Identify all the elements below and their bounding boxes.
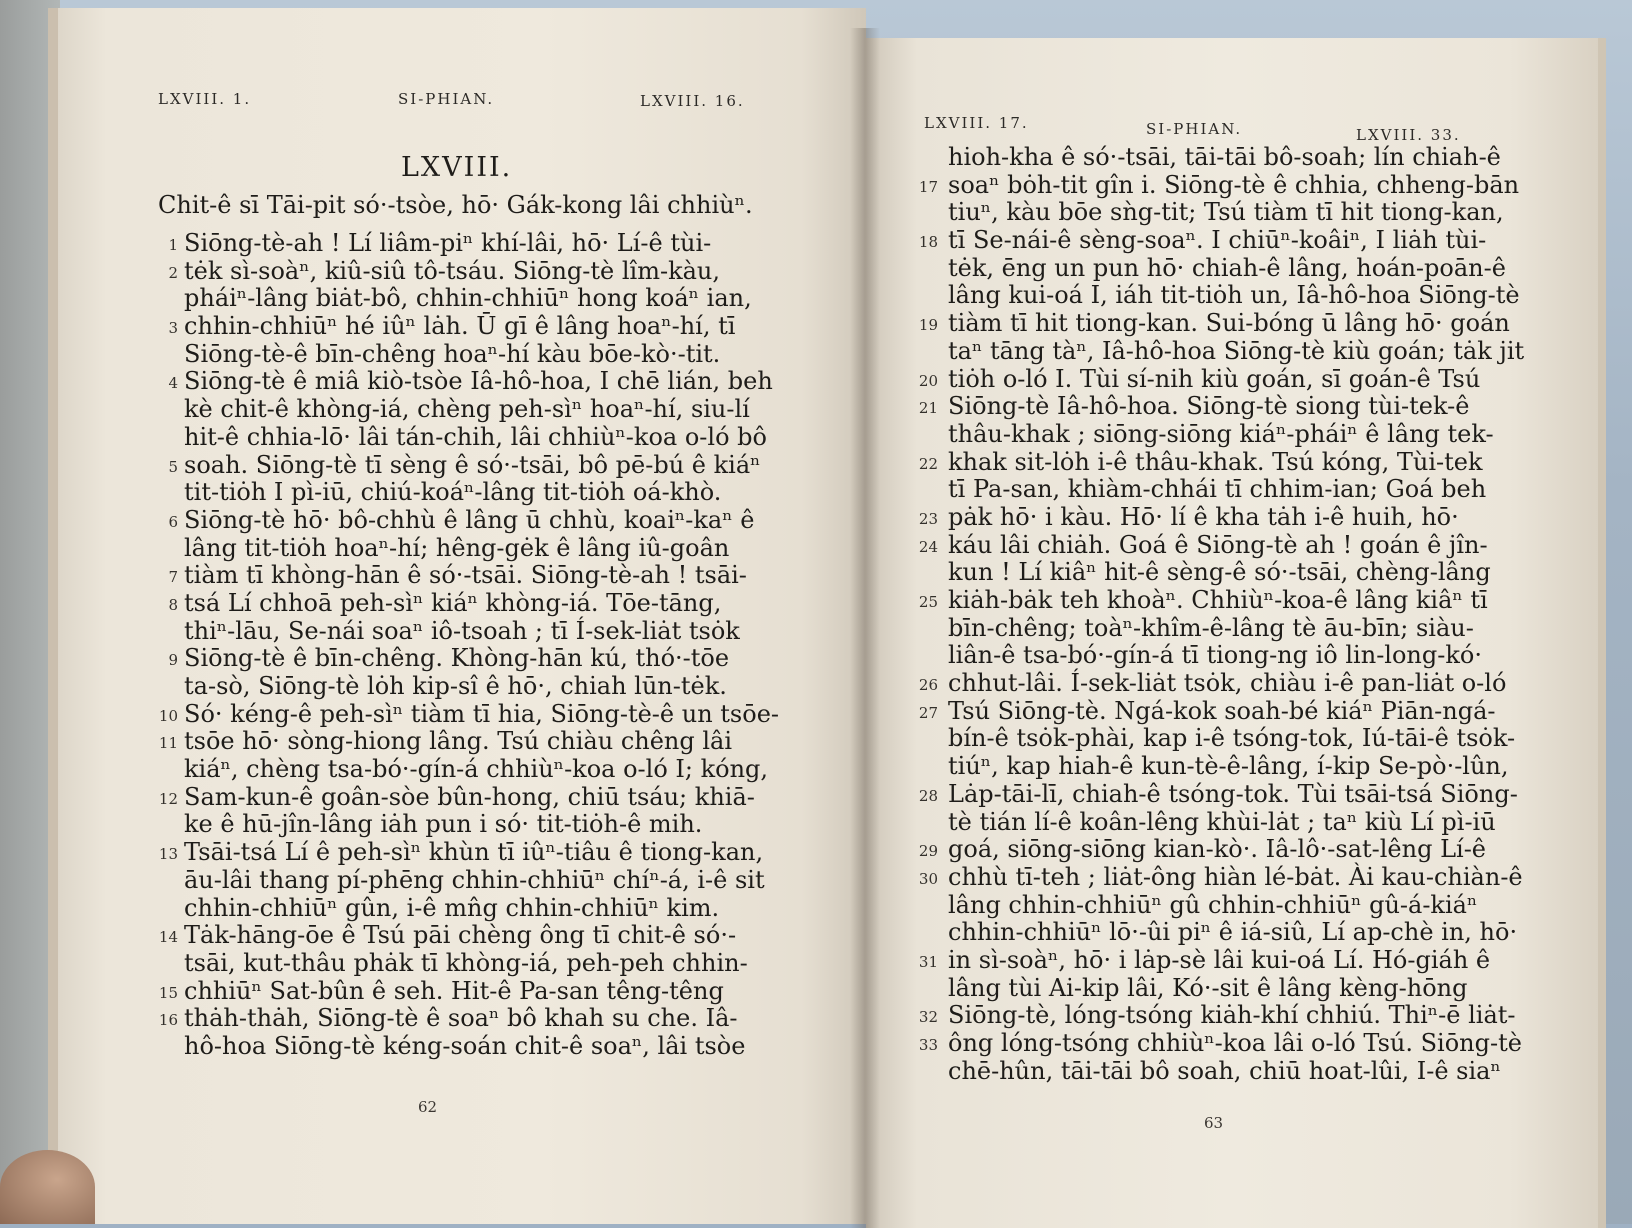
text-line: [168, 644, 779, 673]
line-text: Lȧp-tāi-lī, chiah-ê tsóng-tok. Tùi tsāi-tsá Siōng-: [948, 779, 1518, 808]
text-line: [948, 919, 1524, 947]
verse-number: 17: [918, 177, 938, 196]
line-text: kiáⁿ, chèng tsa-bó·-gín-á chhiùⁿ-koa o-ló I; kóng,: [184, 755, 769, 784]
left-page-number: 62: [418, 1098, 438, 1116]
text-line: [918, 447, 1524, 477]
text-line: [918, 696, 1524, 726]
text-line: [158, 976, 779, 1006]
verse-number: 4: [168, 374, 178, 393]
chapter-number: LXVIII.: [401, 152, 513, 183]
text-line: [168, 229, 779, 258]
text-line: [184, 895, 779, 923]
text-line: [184, 950, 779, 978]
line-text: ông lóng-tsóng chhiùⁿ-koa lâi o-ló Tsú. Siōng-tè: [948, 1029, 1522, 1057]
right-running-head-title: SI-PHIAN.: [1146, 120, 1243, 138]
line-text: Siōng-tè hō· bô-chhù ê lâng ū chhù, koaiⁿ-kaⁿ ê: [184, 505, 755, 534]
line-text: Siōng-tè-ê bīn-chêng hoaⁿ-hí kàu bōe-kò·-tit.: [184, 339, 721, 368]
verse-number: 21: [918, 399, 938, 418]
verse-number: 20: [918, 371, 938, 390]
verse-number: 8: [168, 595, 178, 614]
text-line: [168, 561, 779, 590]
right-page-number: 63: [1204, 1114, 1224, 1132]
text-line: [184, 618, 779, 646]
line-text: ke ê hū-jîn-lâng iȧh pun i só· tit-tiȯh-ê mih.: [184, 810, 703, 839]
line-text: tiúⁿ, kap hiah-ê kun-tè-ê-lâng, í-kip Se-pò·-lûn,: [948, 752, 1509, 781]
text-line: [948, 255, 1524, 283]
text-line: [168, 588, 779, 618]
line-text: bīn-chêng; toàⁿ-khîm-ê-lâng tè āu-bīn; siàu-: [948, 613, 1474, 642]
line-text: soaⁿ bȯh-tit gîn i. Siōng-tè ê chhia, chheng-bān: [948, 170, 1520, 199]
line-text: lâng chhin-chhiūⁿ gû chhin-chhiūⁿ gû-á-kiáⁿ: [948, 890, 1478, 919]
line-text: bín-ê tsȯk-phài, kap i-ê tsóng-tok, Iú-tāi-ê tsȯk-: [948, 724, 1516, 753]
text-line: [168, 505, 779, 535]
line-text: thiⁿ-lāu, Se-nái soaⁿ iô-tsoah ; tī Í-sek-liȧt tsȯk: [184, 616, 740, 645]
line-text: Tȧk-hāng-ōe ê Tsú pāi chèng ông tī chit-ê só·-: [184, 921, 737, 950]
line-text: chhin-chhiūⁿ gûn, i-ê mn̂g chhin-chhiūⁿ kim.: [184, 893, 720, 922]
verse-number: 6: [168, 512, 178, 531]
line-text: chhut-lâi. Í-sek-liȧt tsȯk, chiàu i-ê pan-liȧt o-ló: [948, 669, 1507, 698]
verse-number: 15: [158, 983, 178, 1002]
verse-number: 5: [168, 457, 178, 476]
verse-number: 16: [158, 1011, 178, 1030]
verse-number: 30: [918, 869, 938, 888]
line-text: Siōng-tè, lóng-tsóng kiȧh-khí chhiú. Thiⁿ-ē liȧt-: [948, 1001, 1516, 1030]
line-text: chhin-chhiūⁿ lō·-ûi piⁿ ê iá-siû, Lí ap-chè in, hō·: [948, 918, 1518, 947]
text-line: [184, 673, 779, 701]
left-running-head-title: SI-PHIAN.: [398, 90, 495, 108]
line-text: pȧk hō· i kàu. Hō· lí ê kha tȧh i-ê huih, hō·: [948, 502, 1459, 531]
line-text: tè tián lí-ê koân-lêng khùi-lȧt ; taⁿ kiù Lí pì-iū: [948, 807, 1496, 836]
thumb: [0, 1150, 95, 1224]
verse-number: 24: [918, 537, 938, 556]
line-text: kè chit-ê khòng-iá, chèng peh-sìⁿ hoaⁿ-hí, siu-lí: [184, 395, 750, 424]
text-line: [184, 535, 779, 563]
left-body-text: [158, 229, 780, 1061]
text-line: [168, 367, 779, 396]
text-line: [948, 809, 1524, 837]
open-book: [30, 8, 1605, 1224]
text-line: [948, 615, 1524, 643]
line-text: tėk sì-soàⁿ, kiû-siû tô-tsáu. Siōng-tè lîm-kàu,: [184, 256, 721, 285]
text-line: [158, 921, 779, 950]
text-line: [948, 559, 1524, 587]
text-line: [184, 285, 779, 313]
text-line: [918, 530, 1524, 560]
text-line: [948, 421, 1524, 449]
text-line: [948, 753, 1524, 781]
psalm-heading: Chit-ê sī Tāi-pit só·-tsòe, hō· Gák-kong lâi chhiùⁿ.: [158, 191, 753, 219]
line-text: tėk, ēng un pun hō· chiah-ê lâng, hoán-poān-ê: [948, 253, 1506, 282]
line-text: lâng tit-tiȯh hoaⁿ-hí; hêng-gėk ê lâng iû-goân: [184, 533, 730, 562]
verse-number: 1: [168, 236, 178, 254]
verse-number: 29: [918, 842, 938, 861]
line-text: chhiūⁿ Sat-bûn ê seh. Hit-ê Pa-san têng-têng: [184, 976, 724, 1005]
verse-number: 2: [168, 263, 178, 282]
text-line: [158, 782, 779, 812]
line-text: Siōng-tè-ah ! Lí liâm-piⁿ khí-lâi, hō· Lí-ê tùi-: [184, 229, 712, 257]
line-text: chhin-chhiūⁿ hé iûⁿ lȧh. Ū gī ê lâng hoaⁿ-hí, tī: [184, 312, 736, 341]
text-line: [948, 338, 1524, 366]
left-page: [48, 8, 866, 1224]
text-line: [918, 862, 1524, 892]
line-text: khak sit-lȯh i-ê thâu-khak. Tsú kóng, Tùi-tek: [948, 447, 1483, 476]
text-line: [158, 838, 779, 867]
line-text: tiàm tī hit tiong-kan. Sui-bóng ū lâng hō· goán: [948, 309, 1510, 338]
line-text: Sam-kun-ê goân-sòe bûn-hong, chiū tsáu; khiā-: [184, 782, 755, 811]
text-line: [168, 450, 779, 480]
text-line: [184, 424, 779, 452]
text-line: [918, 586, 1524, 615]
text-line: [918, 309, 1524, 338]
left-running-head-start: LXVIII. 1.: [158, 90, 252, 108]
verse-number: 32: [918, 1008, 938, 1027]
line-text: āu-lâi thang pí-phēng chhin-chhiūⁿ chíⁿ-á, i-ê sit: [184, 865, 765, 894]
text-line: [184, 1033, 779, 1061]
line-text: Siōng-tè ê miâ kiò-tsòe Iâ-hô-hoa, I chē lián, beh: [184, 367, 773, 396]
line-text: lâng kui-oá I, iáh tit-tiȯh un, Iâ-hô-hoa Siōng-tè: [948, 281, 1520, 310]
line-text: Só· kéng-ê peh-sìⁿ tiàm tī hia, Siōng-tè-ê un tsōe-: [184, 699, 780, 728]
text-line: [168, 256, 779, 286]
text-line: [184, 811, 779, 839]
line-text: taⁿ tāng tàⁿ, Iâ-hô-hoa Siōng-tè kiù goán; tȧk jit: [948, 336, 1525, 365]
line-text: pháiⁿ-lâng biȧt-bô, chhin-chhiūⁿ hong koáⁿ ian,: [184, 284, 752, 313]
text-line: [948, 975, 1524, 1003]
verse-number: 27: [918, 703, 938, 722]
text-line: [918, 392, 1524, 421]
right-running-head-end: LXVIII. 33.: [1356, 126, 1461, 144]
text-line: [918, 1029, 1524, 1058]
right-body-text: [918, 143, 1525, 1085]
verse-number: 10: [158, 706, 178, 725]
text-line: [184, 479, 779, 507]
right-page: [866, 38, 1606, 1228]
text-line: [918, 170, 1524, 200]
verse-number: 13: [158, 845, 178, 864]
text-line: [948, 1058, 1524, 1086]
text-line: [948, 144, 1524, 172]
left-running-head-end: LXVIII. 16.: [640, 92, 745, 110]
line-text: soah. Siōng-tè tī sèng ê só·-tsāi, bô pē-bú ê kiáⁿ: [184, 450, 761, 479]
text-line: [918, 779, 1524, 809]
text-line: [918, 226, 1524, 255]
line-text: tiàm tī khòng-hān ê só·-tsāi. Siōng-tè-ah ! tsāi-: [184, 561, 747, 590]
line-text: Tsāi-tsá Lí ê peh-sìⁿ khùn tī iûⁿ-tiâu ê tiong-kan,: [184, 838, 764, 867]
text-line: [918, 835, 1524, 864]
line-text: tit-tiȯh I pì-iū, chiú-koáⁿ-lâng tit-tiȯh oá-khò.: [184, 478, 722, 507]
line-text: thȧh-thȧh, Siōng-tè ê soaⁿ bô khah su che. Iâ-: [184, 1004, 738, 1033]
verse-number: 12: [158, 789, 178, 808]
text-line: [184, 756, 779, 784]
verse-number: 26: [918, 676, 938, 695]
verse-number: 9: [168, 651, 178, 670]
line-text: tī Se-nái-ê sèng-soaⁿ. I chiūⁿ-koâiⁿ, I liȧh tùi-: [948, 226, 1487, 255]
line-text: tī Pa-san, khiàm-chhái tī chhim-ian; Goá beh: [948, 475, 1487, 504]
text-line: [918, 945, 1524, 975]
line-text: Tsú Siōng-tè. Ngá-kok soah-bé kiáⁿ Piān-ngá-: [948, 696, 1496, 725]
verse-number: 31: [918, 952, 938, 971]
line-text: thâu-khak ; siōng-siōng kiáⁿ-pháiⁿ ê lâng tek-: [948, 419, 1494, 448]
text-line: [158, 699, 780, 729]
line-text: kiȧh-bȧk teh khoàⁿ. Chhiùⁿ-koa-ê lâng kiâⁿ tī: [948, 586, 1488, 614]
text-line: [918, 364, 1524, 394]
verse-number: 19: [918, 316, 938, 335]
line-text: tiuⁿ, kàu bōe sǹg-tit; Tsú tiàm tī hit tiong-kan,: [948, 198, 1504, 227]
line-text: chē-hûn, tāi-tāi bô soah, chiū hoat-lûi, I-ê siaⁿ: [948, 1056, 1501, 1085]
line-text: goá, siōng-siōng kian-kò·. Iâ-lô·-sat-lêng Lí-ê: [948, 835, 1487, 864]
line-text: hioh-kha ê só·-tsāi, tāi-tāi bô-soah; lín chiah-ê: [948, 143, 1501, 171]
line-text: Siōng-tè Iâ-hô-hoa. Siōng-tè siong tùi-tek-ê: [948, 392, 1470, 421]
line-text: hit-ê chhia-lō· lâi tán-chih, lâi chhiùⁿ-koa o-ló bô: [184, 422, 767, 451]
verse-number: 3: [168, 319, 178, 338]
text-line: [948, 892, 1524, 920]
verse-number: 33: [918, 1036, 938, 1054]
text-line: [918, 502, 1524, 532]
line-text: tsá Lí chhoā peh-sìⁿ kiáⁿ khòng-iá. Tōe-tāng,: [184, 588, 722, 617]
line-text: káu lâi chiȧh. Goá ê Siōng-tè ah ! goán ê jîn-: [948, 530, 1488, 559]
text-line: [184, 867, 779, 895]
line-text: in sì-soàⁿ, hō· i lȧp-sè lâi kui-oá Lí. Hó-giáh ê: [948, 945, 1491, 974]
line-text: tiȯh o-ló I. Tùi sí-nih kiù goán, sī goán-ê Tsú: [948, 364, 1481, 393]
text-line: [948, 725, 1524, 753]
text-line: [948, 199, 1524, 227]
right-running-head-start: LXVIII. 17.: [924, 114, 1029, 132]
text-line: [918, 669, 1524, 698]
verse-number: 18: [918, 233, 938, 252]
text-line: [948, 282, 1524, 310]
verse-number: 7: [168, 568, 178, 587]
verse-number: 23: [918, 509, 938, 528]
line-text: kun ! Lí kiâⁿ hit-ê sèng-ê só·-tsāi, chèng-lâng: [948, 558, 1491, 587]
verse-number: 11: [158, 734, 178, 753]
book-gutter: [850, 28, 880, 1228]
text-line: [158, 727, 779, 756]
verse-number: 25: [918, 593, 938, 611]
line-text: ta-sò, Siōng-tè lȯh kip-sî ê hō·, chiah lūn-tėk.: [184, 672, 727, 700]
line-text: tsāi, kut-thâu phȧk tī khòng-iá, peh-peh chhin-: [184, 948, 748, 977]
line-text: Siōng-tè ê bīn-chêng. Khòng-hān kú, thó·-tōe: [184, 644, 730, 673]
verse-number: 28: [918, 786, 938, 805]
text-line: [184, 396, 779, 424]
text-line: [184, 341, 779, 369]
line-text: hô-hoa Siōng-tè kéng-soán chit-ê soaⁿ, lâi tsòe: [184, 1031, 746, 1060]
line-text: chhù tī-teh ; liȧt-ông hiàn lé-bȧt. Ài kau-chiàn-ê: [948, 862, 1523, 891]
line-text: lâng tùi Ai-kip lâi, Kó·-sit ê lâng kèng-hōng: [948, 973, 1468, 1002]
line-text: tsōe hō· sòng-hiong lâng. Tsú chiàu chêng lâi: [184, 727, 733, 756]
verse-number: 22: [918, 454, 938, 473]
line-text: liân-ê tsa-bó·-gín-á tī tiong-ng iô lin-long-kó·: [948, 641, 1482, 670]
text-line: [168, 312, 779, 341]
verse-number: 14: [158, 928, 178, 947]
text-line: [948, 476, 1524, 504]
text-line: [948, 642, 1524, 670]
text-line: [918, 1001, 1524, 1030]
text-line: [158, 1004, 779, 1033]
